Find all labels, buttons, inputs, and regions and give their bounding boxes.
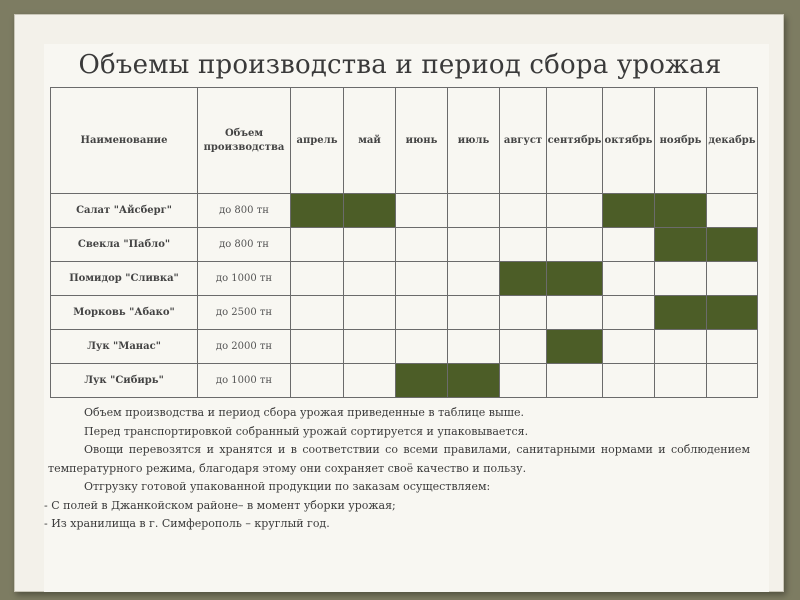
- header-volume: [198, 88, 291, 194]
- header-name: Наименование: [51, 88, 198, 194]
- harvest-month-cell: [655, 364, 707, 398]
- harvest-month-cell: [291, 262, 344, 296]
- notes-block: [44, 404, 750, 534]
- harvest-month-cell: [396, 228, 448, 262]
- header-november: ноябрь: [655, 88, 707, 194]
- product-name: Свекла "Пабло": [51, 228, 198, 262]
- harvest-month-cell: [707, 330, 758, 364]
- table-row: [51, 262, 758, 296]
- table-header-row: [51, 88, 758, 194]
- harvest-month-cell-filled: [707, 228, 758, 262]
- harvest-month-cell: [707, 194, 758, 228]
- production-volume: до 2500 тн: [198, 296, 291, 330]
- harvest-month-cell: [448, 262, 500, 296]
- harvest-month-cell: [396, 296, 448, 330]
- harvest-month-cell: [655, 262, 707, 296]
- header-september: сентябрь: [547, 88, 603, 194]
- harvest-month-cell: [603, 330, 655, 364]
- harvest-month-cell: [547, 364, 603, 398]
- harvest-month-cell: [291, 330, 344, 364]
- page-title: Объемы производства и период сбора урожая: [78, 50, 722, 80]
- harvest-month-cell-filled: [448, 364, 500, 398]
- header-may: май: [344, 88, 396, 194]
- harvest-month-cell-filled: [291, 194, 344, 228]
- production-volume: до 2000 тн: [198, 330, 291, 364]
- harvest-month-cell-filled: [547, 262, 603, 296]
- header-april: апрель: [291, 88, 344, 194]
- harvest-month-cell: [396, 330, 448, 364]
- harvest-month-cell: [344, 330, 396, 364]
- note-bullet: - С полей в Джанкойском районе– в момент уборки урожая;: [44, 498, 396, 512]
- harvest-month-cell-filled: [500, 262, 547, 296]
- harvest-month-cell: [655, 330, 707, 364]
- harvest-month-cell: [396, 262, 448, 296]
- table-row: [51, 228, 758, 262]
- header-volume-label: Объем производства: [203, 127, 285, 153]
- production-volume: до 1000 тн: [198, 364, 291, 398]
- harvest-month-cell-filled: [344, 194, 396, 228]
- harvest-month-cell: [448, 330, 500, 364]
- header-june: июнь: [396, 88, 448, 194]
- harvest-month-cell-filled: [603, 194, 655, 228]
- harvest-month-cell: [547, 194, 603, 228]
- harvest-month-cell: [603, 228, 655, 262]
- harvest-month-cell: [344, 296, 396, 330]
- harvest-month-cell: [547, 228, 603, 262]
- harvest-month-cell: [603, 296, 655, 330]
- harvest-month-cell: [291, 296, 344, 330]
- harvest-month-cell: [500, 228, 547, 262]
- harvest-month-cell-filled: [655, 296, 707, 330]
- harvest-month-cell: [603, 364, 655, 398]
- harvest-month-cell: [707, 262, 758, 296]
- harvest-month-cell: [603, 262, 655, 296]
- product-name: Салат "Айсберг": [51, 194, 198, 228]
- table-row: [51, 330, 758, 364]
- production-volume: до 800 тн: [198, 228, 291, 262]
- harvest-month-cell: [291, 228, 344, 262]
- note-line: Перед транспортировкой собранный урожай сортируется и упаковывается.: [84, 424, 529, 438]
- harvest-month-cell: [500, 364, 547, 398]
- production-volume: до 1000 тн: [198, 262, 291, 296]
- table-body: [51, 194, 758, 398]
- product-name: Морковь "Абако": [51, 296, 198, 330]
- note-bullet: - Из хранилища в г. Симферополь – круглый год.: [44, 517, 330, 530]
- production-volume: до 800 тн: [198, 194, 291, 228]
- harvest-month-cell: [448, 228, 500, 262]
- harvest-month-cell: [500, 296, 547, 330]
- harvest-month-cell: [344, 228, 396, 262]
- header-december: декабрь: [707, 88, 758, 194]
- product-name: Лук "Сибирь": [51, 364, 198, 398]
- harvest-month-cell: [707, 364, 758, 398]
- harvest-month-cell: [344, 364, 396, 398]
- header-october: октябрь: [603, 88, 655, 194]
- harvest-month-cell-filled: [547, 330, 603, 364]
- harvest-month-cell: [500, 330, 547, 364]
- harvest-month-cell-filled: [707, 296, 758, 330]
- header-august: август: [500, 88, 547, 194]
- header-july: июль: [448, 88, 500, 194]
- harvest-table: [50, 87, 758, 398]
- product-name: Помидор "Сливка": [51, 262, 198, 296]
- harvest-month-cell: [291, 364, 344, 398]
- harvest-month-cell-filled: [655, 194, 707, 228]
- note-paragraph: Овощи перевозятся и хранятся и в соответствии со всеми правилами, санитарными нормами и соблюдением температурного режима, благодаря этому они сохраняет своё качество и пользу.: [48, 443, 750, 475]
- table-row: [51, 194, 758, 228]
- note-line: Отгрузку готовой упакованной продукции по заказам осуществляем:: [84, 480, 491, 493]
- harvest-month-cell: [547, 296, 603, 330]
- table-row: [51, 296, 758, 330]
- harvest-month-cell: [396, 194, 448, 228]
- harvest-month-cell-filled: [655, 228, 707, 262]
- product-name: Лук "Манас": [51, 330, 198, 364]
- table-row: [51, 364, 758, 398]
- harvest-month-cell: [448, 296, 500, 330]
- harvest-month-cell: [500, 194, 547, 228]
- note-line: Объем производства и период сбора урожая приведенные в таблице выше.: [84, 406, 524, 419]
- harvest-month-cell-filled: [396, 364, 448, 398]
- harvest-month-cell: [344, 262, 396, 296]
- harvest-month-cell: [448, 194, 500, 228]
